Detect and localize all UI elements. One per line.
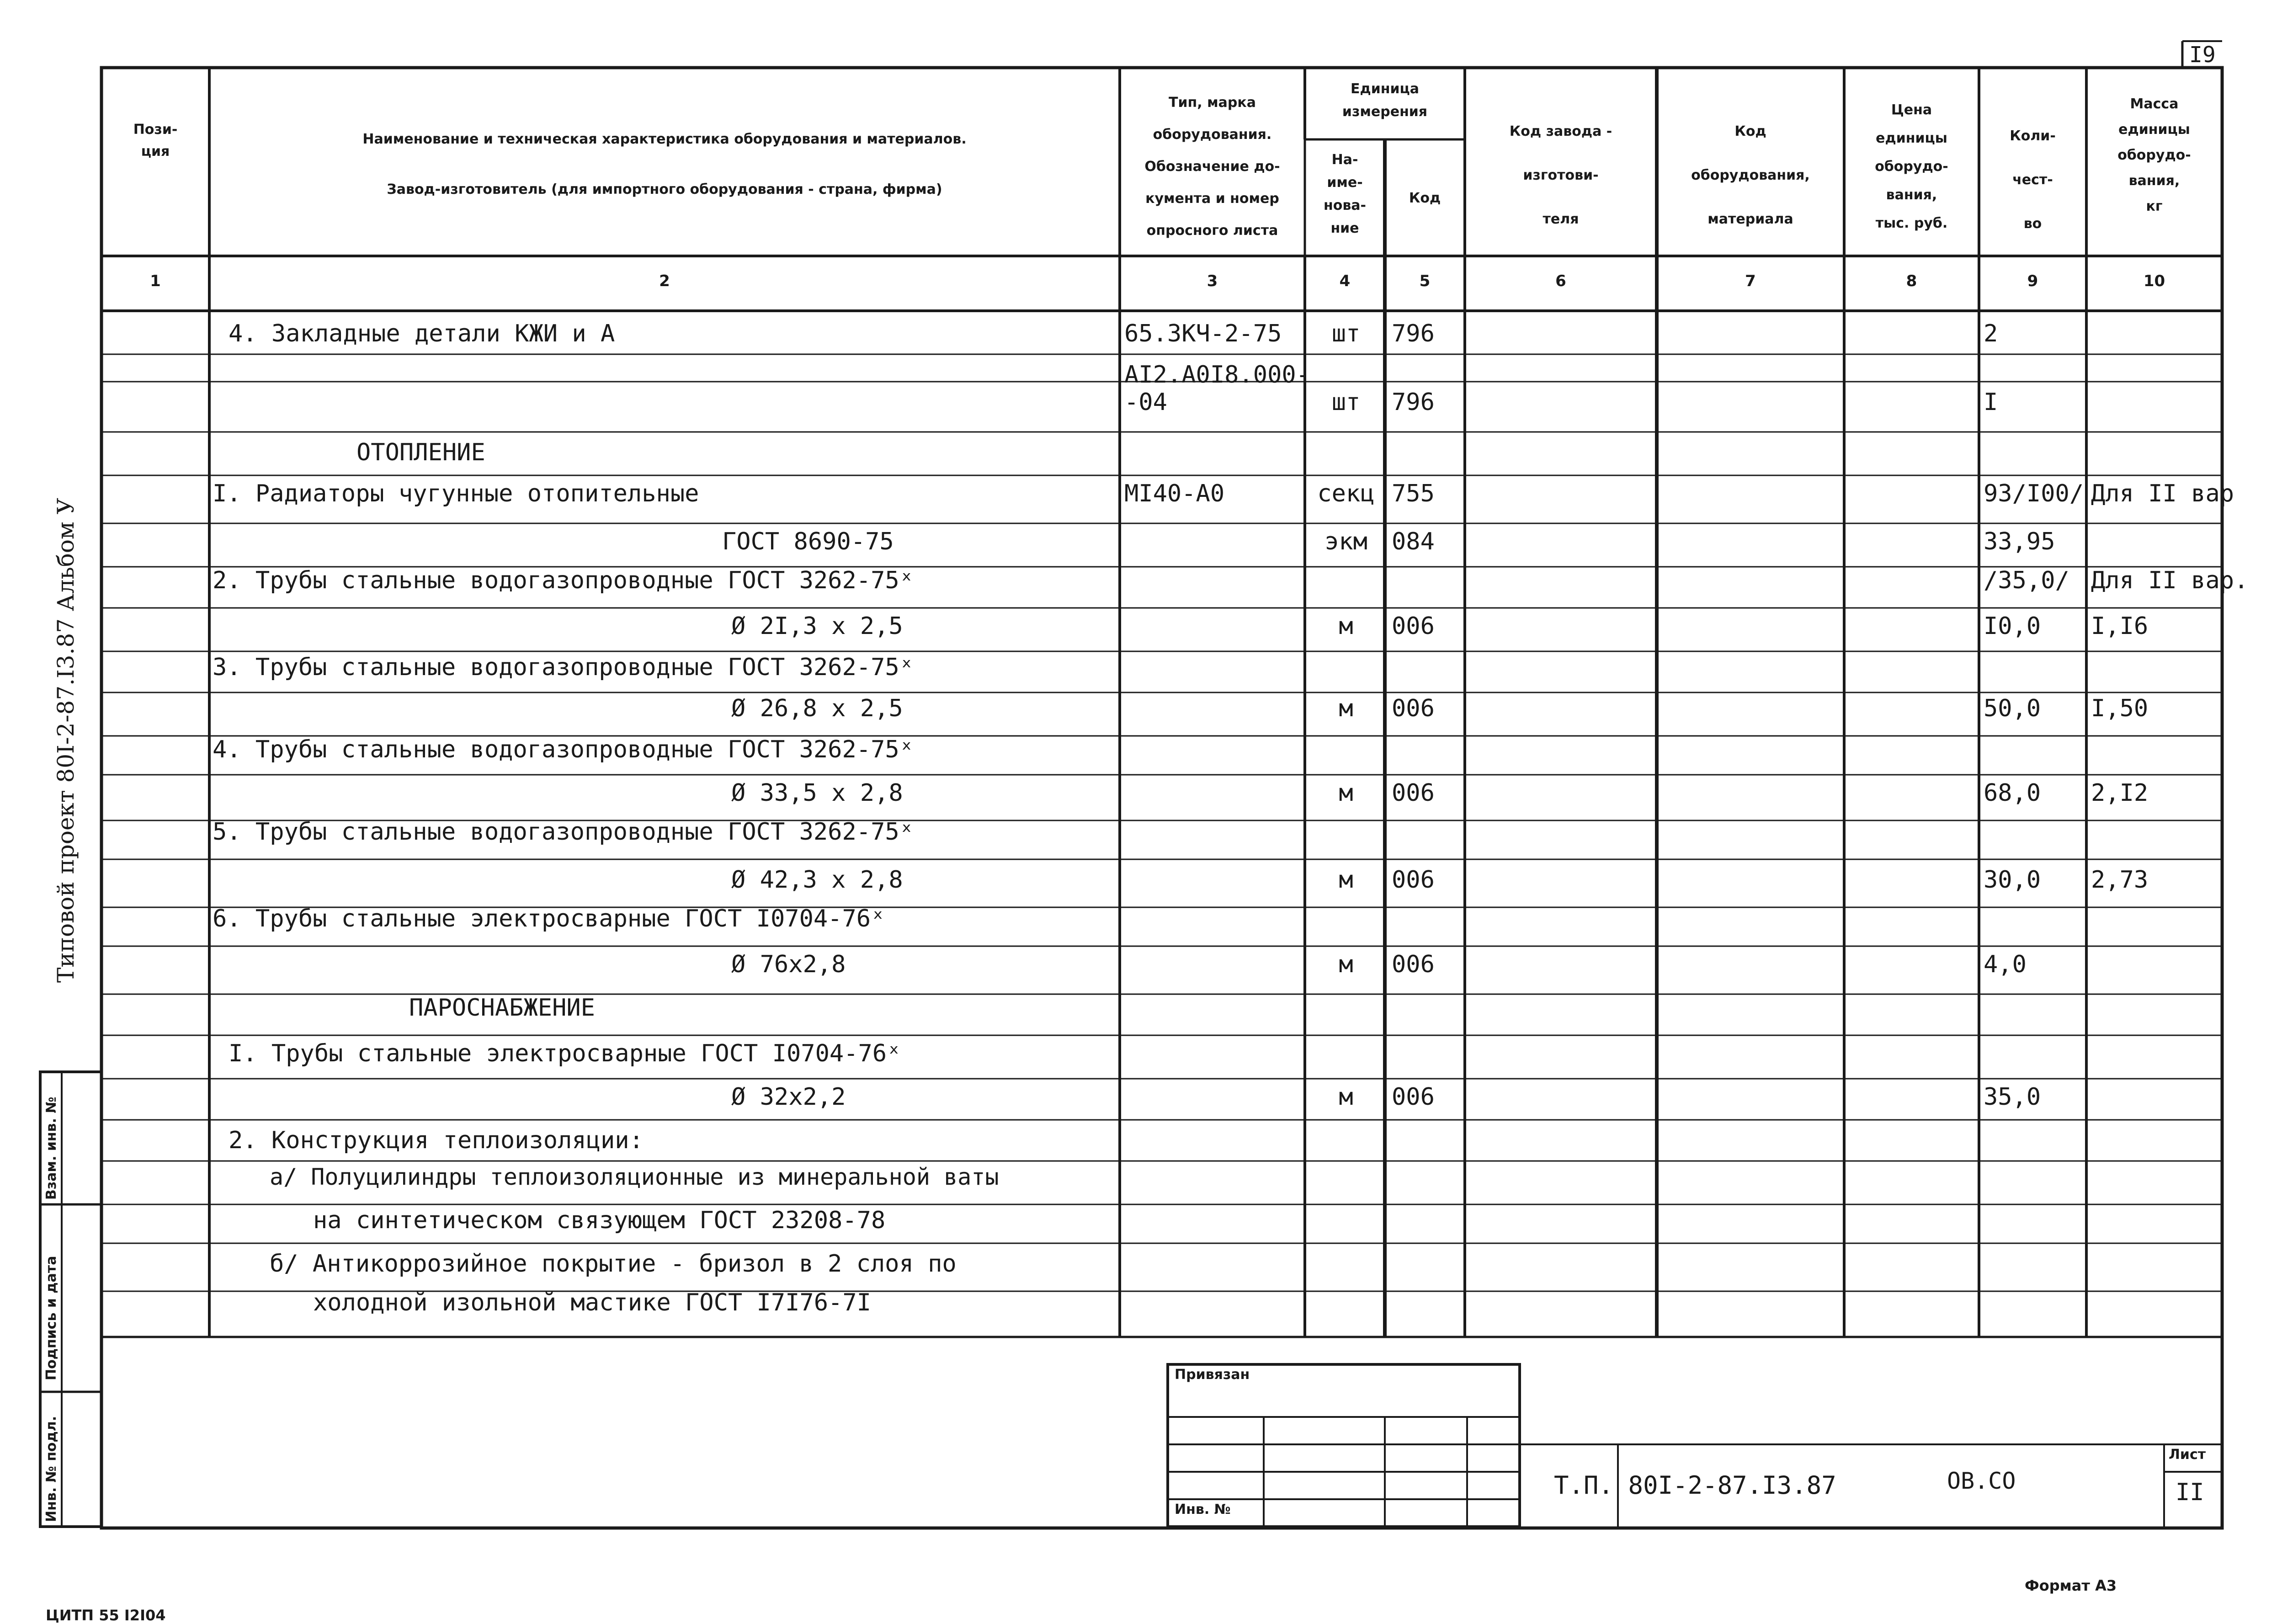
stamp-privyazan: Привязан <box>1175 1367 1250 1383</box>
cell-code: 084 <box>1392 528 1435 555</box>
header-text: изготови- <box>1523 167 1599 183</box>
cell-code: 006 <box>1392 695 1435 722</box>
header-text: Тип, марка <box>1169 95 1256 111</box>
header-text: единицы <box>2118 122 2190 138</box>
cell-mass: 2,I2 <box>2091 779 2149 807</box>
cell-qty: I <box>1984 389 1998 416</box>
header-text: вания, <box>1886 187 1937 203</box>
stamp-inv-no: Инв. № <box>1175 1502 1231 1518</box>
cell-unit: м <box>1339 779 1353 807</box>
cell-name: на синтетическом связующем ГОСТ 23208-78 <box>313 1207 886 1234</box>
stamp-sheet-number: II <box>2176 1479 2204 1506</box>
cell-unit: м <box>1339 1083 1353 1111</box>
cell-name: I. Радиаторы чугунные отопительные <box>213 480 699 507</box>
header-col-unit-code: Код <box>1409 190 1441 206</box>
cell-code: 006 <box>1392 951 1435 978</box>
cell-name: а/ Полуцилиндры теплоизоляционные из минеральной ваты <box>270 1164 999 1190</box>
cell-qty: I0,0 <box>1984 612 2041 640</box>
header-col-factory-code <box>1465 110 1657 241</box>
header-col-price <box>1844 96 1979 238</box>
column-number: 4 <box>1339 272 1351 290</box>
header-text: оборудо- <box>1875 159 1948 175</box>
table-row <box>0 818 2282 850</box>
cell-name: 4. Трубы стальные водогазопроводные ГОСТ 3262-75ˣ <box>213 736 914 763</box>
cell-unit: шт <box>1331 320 1361 347</box>
footer-code: ЦИТП 55 I2I04 <box>46 1607 166 1624</box>
header-col-equipment-code <box>1657 110 1844 241</box>
cell-qty: /35,0/ <box>1984 567 2069 594</box>
cell-code: 006 <box>1392 779 1435 807</box>
header-text: Масса <box>2130 96 2179 112</box>
header-text: Единица <box>1351 81 1419 97</box>
header-text: оборудования. <box>1153 127 1272 143</box>
cell-name: 2. Трубы стальные водогазопроводные ГОСТ 3262-75ˣ <box>213 567 914 594</box>
cell-name: Ø 76х2,8 <box>731 951 846 978</box>
cell-code: 006 <box>1392 866 1435 894</box>
header-text: материала <box>1708 211 1793 227</box>
table-row <box>0 905 2282 937</box>
header-col-name <box>209 114 1120 215</box>
header-text: Цена <box>1891 102 1932 118</box>
cell-type: -04 <box>1124 389 1167 416</box>
table-row <box>0 1289 2282 1321</box>
table-row <box>0 567 2282 599</box>
header-text: кумента и номер <box>1145 191 1279 207</box>
cell-code: 796 <box>1392 320 1435 347</box>
header-text: чест- <box>2012 172 2053 188</box>
header-text: оборудо- <box>2117 147 2191 163</box>
table-row <box>0 736 2282 768</box>
table-row <box>0 480 2282 512</box>
table-row <box>0 1250 2282 1282</box>
column-number: 8 <box>1906 272 1917 290</box>
header-text: име- <box>1327 175 1363 191</box>
cell-type: АI2.А0I8.000- <box>1124 361 1310 389</box>
header-unit-group <box>1305 78 1465 123</box>
cell-name: Ø 33,5 х 2,8 <box>731 779 903 807</box>
stamp-mark: ОВ.СО <box>1947 1468 2016 1494</box>
cell-qty: 35,0 <box>1984 1083 2041 1111</box>
cell-unit: м <box>1339 695 1353 722</box>
header-text: Пози- <box>133 122 178 138</box>
column-number: 1 <box>150 272 161 290</box>
cell-code: 006 <box>1392 612 1435 640</box>
cell-mass: Для II вар. <box>2091 567 2249 594</box>
column-number: 9 <box>2027 272 2038 290</box>
cell-name: Ø 32х2,2 <box>731 1083 846 1111</box>
left-stamp-inv-podl: Инв. № подл. <box>43 1416 59 1522</box>
header-col-mass <box>2086 91 2222 219</box>
cell-unit: м <box>1339 951 1353 978</box>
stamp-designation: Т.П. 80I-2-87.I3.87 <box>1554 1471 1836 1500</box>
header-col-type <box>1120 87 1305 247</box>
table-row <box>0 779 2282 811</box>
header-col-quantity <box>1979 114 2086 246</box>
cell-qty: 4,0 <box>1984 951 2027 978</box>
table-row <box>0 951 2282 983</box>
table-row <box>0 654 2282 686</box>
header-text: единицы <box>1876 130 1947 146</box>
header-text: На- <box>1331 152 1358 168</box>
table-row <box>0 866 2282 898</box>
cell-name: 6. Трубы стальные электросварные ГОСТ I0704-76ˣ <box>213 905 885 932</box>
cell-name: б/ Антикоррозийное покрытие - бризол в 2 слоя по <box>270 1250 957 1278</box>
header-text: Наименование и техническая характеристика оборудования и материалов. <box>362 131 967 147</box>
cell-mass: 2,73 <box>2091 866 2149 894</box>
header-col-position <box>101 119 209 163</box>
cell-unit: экм <box>1325 528 1367 555</box>
table-row <box>0 695 2282 727</box>
table-row <box>0 439 2282 471</box>
header-text: вания, <box>2128 173 2180 189</box>
cell-qty: 50,0 <box>1984 695 2041 722</box>
column-number: 7 <box>1745 272 1756 290</box>
table-row <box>0 1163 2282 1195</box>
cell-code: 006 <box>1392 1083 1435 1111</box>
cell-mass: I,I6 <box>2091 612 2149 640</box>
cell-name: 5. Трубы стальные водогазопроводные ГОСТ 3262-75ˣ <box>213 818 914 846</box>
cell-qty: 30,0 <box>1984 866 2041 894</box>
header-text: кг <box>2146 198 2163 214</box>
header-text: измерения <box>1342 104 1428 120</box>
column-number: 2 <box>659 272 670 290</box>
cell-mass: I,50 <box>2091 695 2149 722</box>
cell-name: Ø 42,3 х 2,8 <box>731 866 903 894</box>
cell-name: Ø 26,8 х 2,5 <box>731 695 903 722</box>
header-text: Коли- <box>2010 128 2056 144</box>
cell-name: ГОСТ 8690-75 <box>722 528 894 555</box>
column-number: 5 <box>1419 272 1431 290</box>
cell-mass: Для II вар <box>2091 480 2234 507</box>
table-row <box>0 612 2282 644</box>
header-col-unit-name <box>1305 149 1385 240</box>
table-row <box>0 1083 2282 1115</box>
cell-name: I. Трубы стальные электросварные ГОСТ I0704-76ˣ <box>229 1040 901 1067</box>
header-text: ние <box>1330 220 1359 236</box>
cell-name: 4. Закладные детали КЖИ и А <box>229 320 615 347</box>
table-row <box>0 320 2282 352</box>
header-text: теля <box>1543 211 1579 227</box>
stamp-sheet-label: Лист <box>2169 1447 2206 1463</box>
cell-code: 796 <box>1392 389 1435 416</box>
cell-unit: секц <box>1317 480 1375 507</box>
cell-name: ПАРОСНАБЖЕНИЕ <box>409 994 595 1022</box>
header-text: Код <box>1734 123 1766 139</box>
cell-qty: 2 <box>1984 320 1998 347</box>
cell-qty: 93/I00/ <box>1984 480 2084 507</box>
cell-unit: м <box>1339 866 1353 894</box>
cell-name: холодной изольной мастике ГОСТ I7I76-7I <box>313 1289 871 1316</box>
cell-name: Ø 2I,3 х 2,5 <box>731 612 903 640</box>
header-text: ция <box>141 144 170 160</box>
header-text: во <box>2023 216 2042 232</box>
table-row <box>0 1040 2282 1072</box>
header-text: нова- <box>1323 197 1367 213</box>
header-text: опросного листа <box>1146 223 1278 239</box>
header-text: Завод-изготовитель (для импортного оборудования - страна, фирма) <box>387 181 942 197</box>
header-text: оборудования, <box>1691 167 1810 183</box>
column-number: 6 <box>1555 272 1566 290</box>
column-number: 10 <box>2143 272 2165 290</box>
cell-qty: 33,95 <box>1984 528 2055 555</box>
header-text: Код завода - <box>1509 123 1612 139</box>
column-number: 3 <box>1207 272 1218 290</box>
table-row <box>0 994 2282 1026</box>
cell-name: 3. Трубы стальные водогазопроводные ГОСТ 3262-75ˣ <box>213 654 914 681</box>
left-stamp-podpis: Подпись и дата <box>43 1256 59 1380</box>
cell-name: ОТОПЛЕНИЕ <box>356 439 485 466</box>
table-row <box>0 1207 2282 1239</box>
cell-qty: 68,0 <box>1984 779 2041 807</box>
cell-type: МI40-А0 <box>1124 480 1225 507</box>
cell-name: 2. Конструкция теплоизоляции: <box>229 1127 644 1154</box>
cell-unit: шт <box>1331 389 1361 416</box>
cell-code: 755 <box>1392 480 1435 507</box>
table-row <box>0 528 2282 560</box>
cell-type: 65.ЗКЧ-2-75 <box>1124 320 1282 347</box>
cell-unit: м <box>1339 612 1353 640</box>
sheet-corner-number: I9 <box>2189 42 2216 68</box>
table-row <box>0 389 2282 421</box>
table-row <box>0 1127 2282 1159</box>
header-text: Обозначение до- <box>1144 159 1280 175</box>
header-text: тыс. руб. <box>1875 215 1948 231</box>
side-title: Типовой проект 80I-2-87.I3.87 Альбом У <box>53 498 79 983</box>
format-label: Формат А3 <box>2025 1577 2117 1594</box>
left-stamp-vzam: Взам. инв. № <box>43 1097 59 1200</box>
